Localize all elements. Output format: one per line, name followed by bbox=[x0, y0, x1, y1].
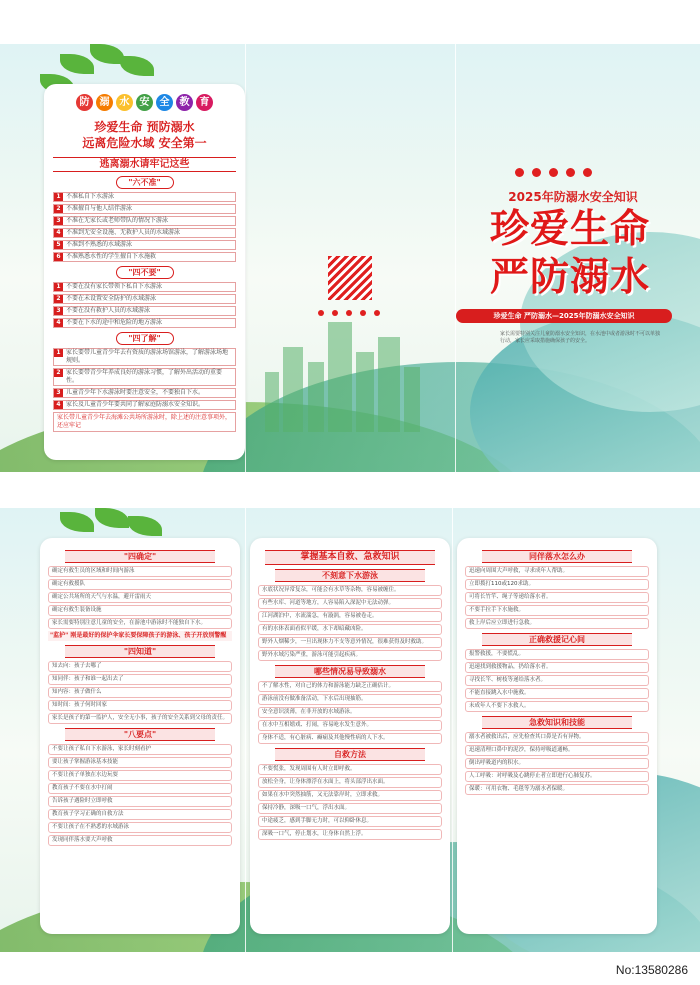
rule-item bbox=[53, 282, 236, 292]
rule-item bbox=[53, 318, 236, 328]
rule-list bbox=[53, 282, 236, 328]
tip-item: 知内容：孩子做什么 bbox=[48, 687, 232, 698]
title-char-badge: 防 bbox=[76, 94, 93, 111]
tip-item: 知去向：孩子去哪了 bbox=[48, 661, 232, 672]
cover-intro: 家长需要特别关注儿童防溺水安全知识，在水池中或者游泳时不可以单独行动，家长应采取措施确保孩子的安全。 bbox=[500, 331, 661, 344]
tip-list bbox=[258, 681, 442, 744]
tip-item: 野外人烟稀少，一旦出现体力不支等意外情况，很难获得及时救助。 bbox=[258, 637, 442, 648]
tip-item: 安全意识淡薄，在非开放的水域游泳。 bbox=[258, 707, 442, 718]
tip-item: 有的水体表面看似平缓，水下却暗藏凶险。 bbox=[258, 624, 442, 635]
section-heading: 逃离溺水请牢记这些 bbox=[53, 157, 236, 172]
cover-dots-decoration bbox=[515, 168, 592, 177]
panel-heading: 自救方法 bbox=[275, 748, 425, 761]
rescue-panel bbox=[457, 538, 657, 934]
tip-item: 人工呼吸：对呼吸及心跳停止者立即进行心肺复苏。 bbox=[465, 771, 649, 782]
tip-item: 教育孩子不要在水中打闹 bbox=[48, 783, 232, 794]
tip-item: 保暖：可用衣物、毛毯等为溺水者保暖。 bbox=[465, 784, 649, 795]
panel-heading: "四确定" bbox=[65, 550, 215, 563]
panel-heading: "四知道" bbox=[65, 645, 215, 658]
education-title bbox=[53, 94, 236, 111]
rule-text: 儿童青少年下水游泳时要注意安全，不要独自下水。 bbox=[66, 389, 205, 396]
rule-item bbox=[53, 348, 236, 366]
tip-item: 不要让孩子在不熟悉的水域游泳 bbox=[48, 822, 232, 833]
tip-item: 确定公共场所的天气与水温，避开雷雨天 bbox=[48, 592, 232, 603]
tip-list bbox=[465, 649, 649, 712]
dot bbox=[566, 168, 575, 177]
panel-heading: 不刻意下水游泳 bbox=[275, 569, 425, 582]
title-char-badge: 育 bbox=[196, 94, 213, 111]
rule-number: 1 bbox=[54, 193, 63, 201]
slogan-line: 珍爱生命 预防溺水 bbox=[94, 120, 195, 134]
slogan-line: 远离危险水域 安全第一 bbox=[82, 136, 207, 150]
panel-main-heading: 掌握基本自救、急救知识 bbox=[265, 550, 435, 565]
rule-item bbox=[53, 228, 236, 238]
title-char-badge: 教 bbox=[176, 94, 193, 111]
dot bbox=[346, 310, 352, 316]
city-building bbox=[378, 337, 400, 432]
rule-group-tag: "四不要" bbox=[116, 266, 174, 279]
tip-item: 放松全身，让身体漂浮在水面上，将头部浮出水面。 bbox=[258, 777, 442, 788]
tip-list bbox=[465, 732, 649, 795]
leaf-icon bbox=[90, 44, 124, 64]
title-char-badge: 水 bbox=[116, 94, 133, 111]
tip-item: 教育孩子学习正确的自救方法 bbox=[48, 809, 232, 820]
rule-item bbox=[53, 306, 236, 316]
rule-text: 不准到不熟悉的水域游泳 bbox=[66, 241, 133, 248]
tip-item: 立即拨打110或120求助。 bbox=[465, 579, 649, 590]
rule-text: 不要在下水的途中和危险的地方游泳 bbox=[66, 319, 163, 326]
tip-item: 身体不适，有心脏病、癫痫及其他慢性病的人下水。 bbox=[258, 733, 442, 744]
tip-item: 知同伴：孩子和谁一起出去了 bbox=[48, 674, 232, 685]
panel-heading: 正确救援记心间 bbox=[482, 633, 632, 646]
tip-item: 迅速找到救援物品，扔给落水者。 bbox=[465, 662, 649, 673]
rule-item bbox=[53, 294, 236, 304]
tip-list bbox=[465, 566, 649, 629]
tip-item: 未成年人不要下水救人。 bbox=[465, 701, 649, 712]
tip-item: 迅速向周围大声呼救，寻求成年人帮助。 bbox=[465, 566, 649, 577]
rule-number: 4 bbox=[54, 401, 63, 409]
note-text: 家长是孩子的第一监护人，安全无小事，孩子的安全关系到父母的责任。 bbox=[48, 713, 232, 724]
tip-item: 水底状况异常复杂，可能会有水草等杂物，容易被缠住。 bbox=[258, 585, 442, 596]
leaf-icon bbox=[60, 54, 94, 74]
tip-item: 确定有救援队 bbox=[48, 579, 232, 590]
rule-item bbox=[53, 368, 236, 386]
rule-number: 5 bbox=[54, 241, 63, 249]
rule-number: 4 bbox=[54, 229, 63, 237]
dot bbox=[374, 310, 380, 316]
tip-item: 发现同伴落水要大声呼救 bbox=[48, 835, 232, 846]
rule-text: 不准在无家长或老师带队的情况下游泳 bbox=[66, 217, 169, 224]
striped-square-decoration bbox=[328, 256, 372, 300]
tip-item: 保持冷静，深吸一口气，浮出水面。 bbox=[258, 803, 442, 814]
cover-title-line2: 严防溺水 bbox=[489, 254, 650, 300]
tip-item: 游泳前没有做准备活动，下水后出现抽筋。 bbox=[258, 694, 442, 705]
city-building bbox=[356, 352, 374, 432]
cover-title-line1: 珍爱生命 bbox=[489, 206, 650, 252]
tip-item: 救上岸后应立即进行急救。 bbox=[465, 618, 649, 629]
rule-group-tag: "四了解" bbox=[116, 332, 174, 345]
dot bbox=[332, 310, 338, 316]
tip-list bbox=[48, 661, 232, 711]
fold-line bbox=[452, 508, 453, 952]
fold-line bbox=[455, 44, 456, 472]
tip-item: 深吸一口气，停止划水，让身体自然上浮。 bbox=[258, 829, 442, 840]
tip-item: 有些水库、河道等地方，人容易陷入深泥中无法动弹。 bbox=[258, 598, 442, 609]
rule-text: 家长及儿童青少年要共同了解家庭防溺水安全知识。 bbox=[66, 401, 205, 408]
tip-list bbox=[258, 585, 442, 661]
note-text: 家长带儿童青少年去海滩公共场所游泳时，除上述的注意事项外，还应牢记 bbox=[53, 412, 236, 432]
tip-item: 倒出呼吸道内的积水。 bbox=[465, 758, 649, 769]
tip-item: 江河湖泊中，水流湍急，有漩涡，容易被卷走。 bbox=[258, 611, 442, 622]
rule-item bbox=[53, 192, 236, 202]
dot bbox=[532, 168, 541, 177]
tip-list bbox=[258, 764, 442, 840]
rule-text: 不要在没有救护人员的水域游泳 bbox=[66, 307, 151, 314]
guardian-tips-panel bbox=[40, 538, 240, 934]
rule-number: 3 bbox=[54, 307, 63, 315]
rule-number: 6 bbox=[54, 253, 63, 261]
highlight-text: "监护" 刚是最好的保护伞家长要保障孩子的游泳、孩子开放别警醒 bbox=[48, 631, 232, 641]
panel-heading: "八要点" bbox=[65, 728, 215, 741]
dot bbox=[549, 168, 558, 177]
tip-item: 知时间：孩子何时回家 bbox=[48, 700, 232, 711]
tip-item: 寻找长竿、树枝等递给落水者。 bbox=[465, 675, 649, 686]
fold-line bbox=[245, 508, 246, 952]
dot bbox=[583, 168, 592, 177]
rule-item bbox=[53, 240, 236, 250]
cover-year-line: 2025年防溺水安全知识 bbox=[508, 190, 638, 204]
city-building bbox=[283, 347, 303, 432]
rule-text: 不要在未设置安全防护的水域游泳 bbox=[66, 295, 157, 302]
city-building bbox=[328, 322, 352, 432]
rule-list bbox=[53, 348, 236, 410]
tip-item: 不要让孩子私自下水游泳，家长时刻看护 bbox=[48, 744, 232, 755]
tip-item: 在水中互相嬉戏、打闹，容易呛水发生意外。 bbox=[258, 720, 442, 731]
panel-heading: 哪些情况易导致溺水 bbox=[275, 665, 425, 678]
leaf-icon bbox=[60, 512, 94, 532]
city-building bbox=[265, 372, 279, 432]
rule-number: 2 bbox=[54, 295, 63, 303]
panel-heading: 同伴落水怎么办 bbox=[482, 550, 632, 563]
brochure-inside bbox=[0, 508, 700, 952]
rule-number: 2 bbox=[54, 369, 63, 377]
dot bbox=[515, 168, 524, 177]
tip-item: 中途疲乏，感到手脚无力时，可以仰卧休息。 bbox=[258, 816, 442, 827]
tip-item: 不要手拉手下水施救。 bbox=[465, 605, 649, 616]
tip-list bbox=[48, 744, 232, 846]
rule-number: 1 bbox=[54, 349, 63, 357]
rule-group-tag: "六不准" bbox=[116, 176, 174, 189]
tip-list bbox=[48, 566, 232, 616]
rule-number: 1 bbox=[54, 283, 63, 291]
rule-list bbox=[53, 192, 236, 262]
rule-text: 不要在没有家长带领下私自下水游泳 bbox=[66, 283, 163, 290]
rule-number: 3 bbox=[54, 217, 63, 225]
brochure-outside bbox=[0, 44, 700, 472]
note-text: 家长需要特别注意儿童的安全，在游池中游泳时不能独自下水。 bbox=[48, 618, 232, 629]
rule-text: 不准到无安全设施、无救护人员的水域游泳 bbox=[66, 229, 181, 236]
dot bbox=[318, 310, 324, 316]
rule-number: 4 bbox=[54, 319, 63, 327]
tip-item: 迅速清理口鼻中的泥沙，保持呼吸道通畅。 bbox=[465, 745, 649, 756]
rule-item bbox=[53, 400, 236, 410]
tip-item: 不了解水性，对自己的体力和游泳能力缺乏正确估计。 bbox=[258, 681, 442, 692]
rule-number: 2 bbox=[54, 205, 63, 213]
tip-item: 不能直接跳入水中施救。 bbox=[465, 688, 649, 699]
safety-rules-panel bbox=[44, 84, 245, 460]
cover-subtitle: 珍爱生命 严防溺水—2025年防溺水安全知识 bbox=[456, 309, 672, 323]
rule-item bbox=[53, 252, 236, 262]
city-building bbox=[404, 367, 420, 432]
title-char-badge: 溺 bbox=[96, 94, 113, 111]
title-char-badge: 全 bbox=[156, 94, 173, 111]
city-building bbox=[308, 362, 324, 432]
tip-item: 不要让孩子单独在水边玩耍 bbox=[48, 770, 232, 781]
rule-text: 不准擅自与他人结伴游泳 bbox=[66, 205, 133, 212]
tip-item: 确定有救生员的区域和时间内游泳 bbox=[48, 566, 232, 577]
tip-item: 告诉孩子遇险时立即呼救 bbox=[48, 796, 232, 807]
dot bbox=[360, 310, 366, 316]
rule-item bbox=[53, 204, 236, 214]
leaf-icon bbox=[95, 508, 129, 528]
self-rescue-panel bbox=[250, 538, 450, 934]
rule-text: 不准熟悉水性的学生擅自下水施救 bbox=[66, 253, 157, 260]
fold-line bbox=[245, 44, 246, 472]
title-char-badge: 安 bbox=[136, 94, 153, 111]
panel-heading: 急救知识和技能 bbox=[482, 716, 632, 729]
rule-text: 不准私自下水游泳 bbox=[66, 193, 115, 200]
tip-item: 可将长竹竿、绳子等递给落水者。 bbox=[465, 592, 649, 603]
rule-item bbox=[53, 216, 236, 226]
dot-row-decoration bbox=[318, 310, 380, 316]
rule-text: 家长要带儿童青少年去有资质的游泳场馆游泳，了解游泳场地规则。 bbox=[66, 349, 229, 364]
rule-text: 家长要带青少年养成良好的游泳习惯，了解外出活动的重要性。 bbox=[66, 369, 223, 384]
tip-item: 如果在水中突然抽筋，又无法靠岸时，立即求救。 bbox=[258, 790, 442, 801]
tip-item: 不要慌张，发现周围有人时立即呼救。 bbox=[258, 764, 442, 775]
tip-item: 溺水者被救出后，应先检查其口鼻是否有异物。 bbox=[465, 732, 649, 743]
rule-number: 3 bbox=[54, 389, 63, 397]
watermark-id: No:13580286 bbox=[615, 963, 688, 977]
tip-item: 要让孩子掌握游泳基本技能 bbox=[48, 757, 232, 768]
tip-item: 野外水域污染严重，游泳可能引起疾病。 bbox=[258, 650, 442, 661]
leaf-icon bbox=[128, 516, 162, 536]
leaf-icon bbox=[120, 56, 154, 76]
tip-item: 报警救援，不要慌乱。 bbox=[465, 649, 649, 660]
rule-item bbox=[53, 388, 236, 398]
tip-item: 确定有救生装备设施 bbox=[48, 605, 232, 616]
